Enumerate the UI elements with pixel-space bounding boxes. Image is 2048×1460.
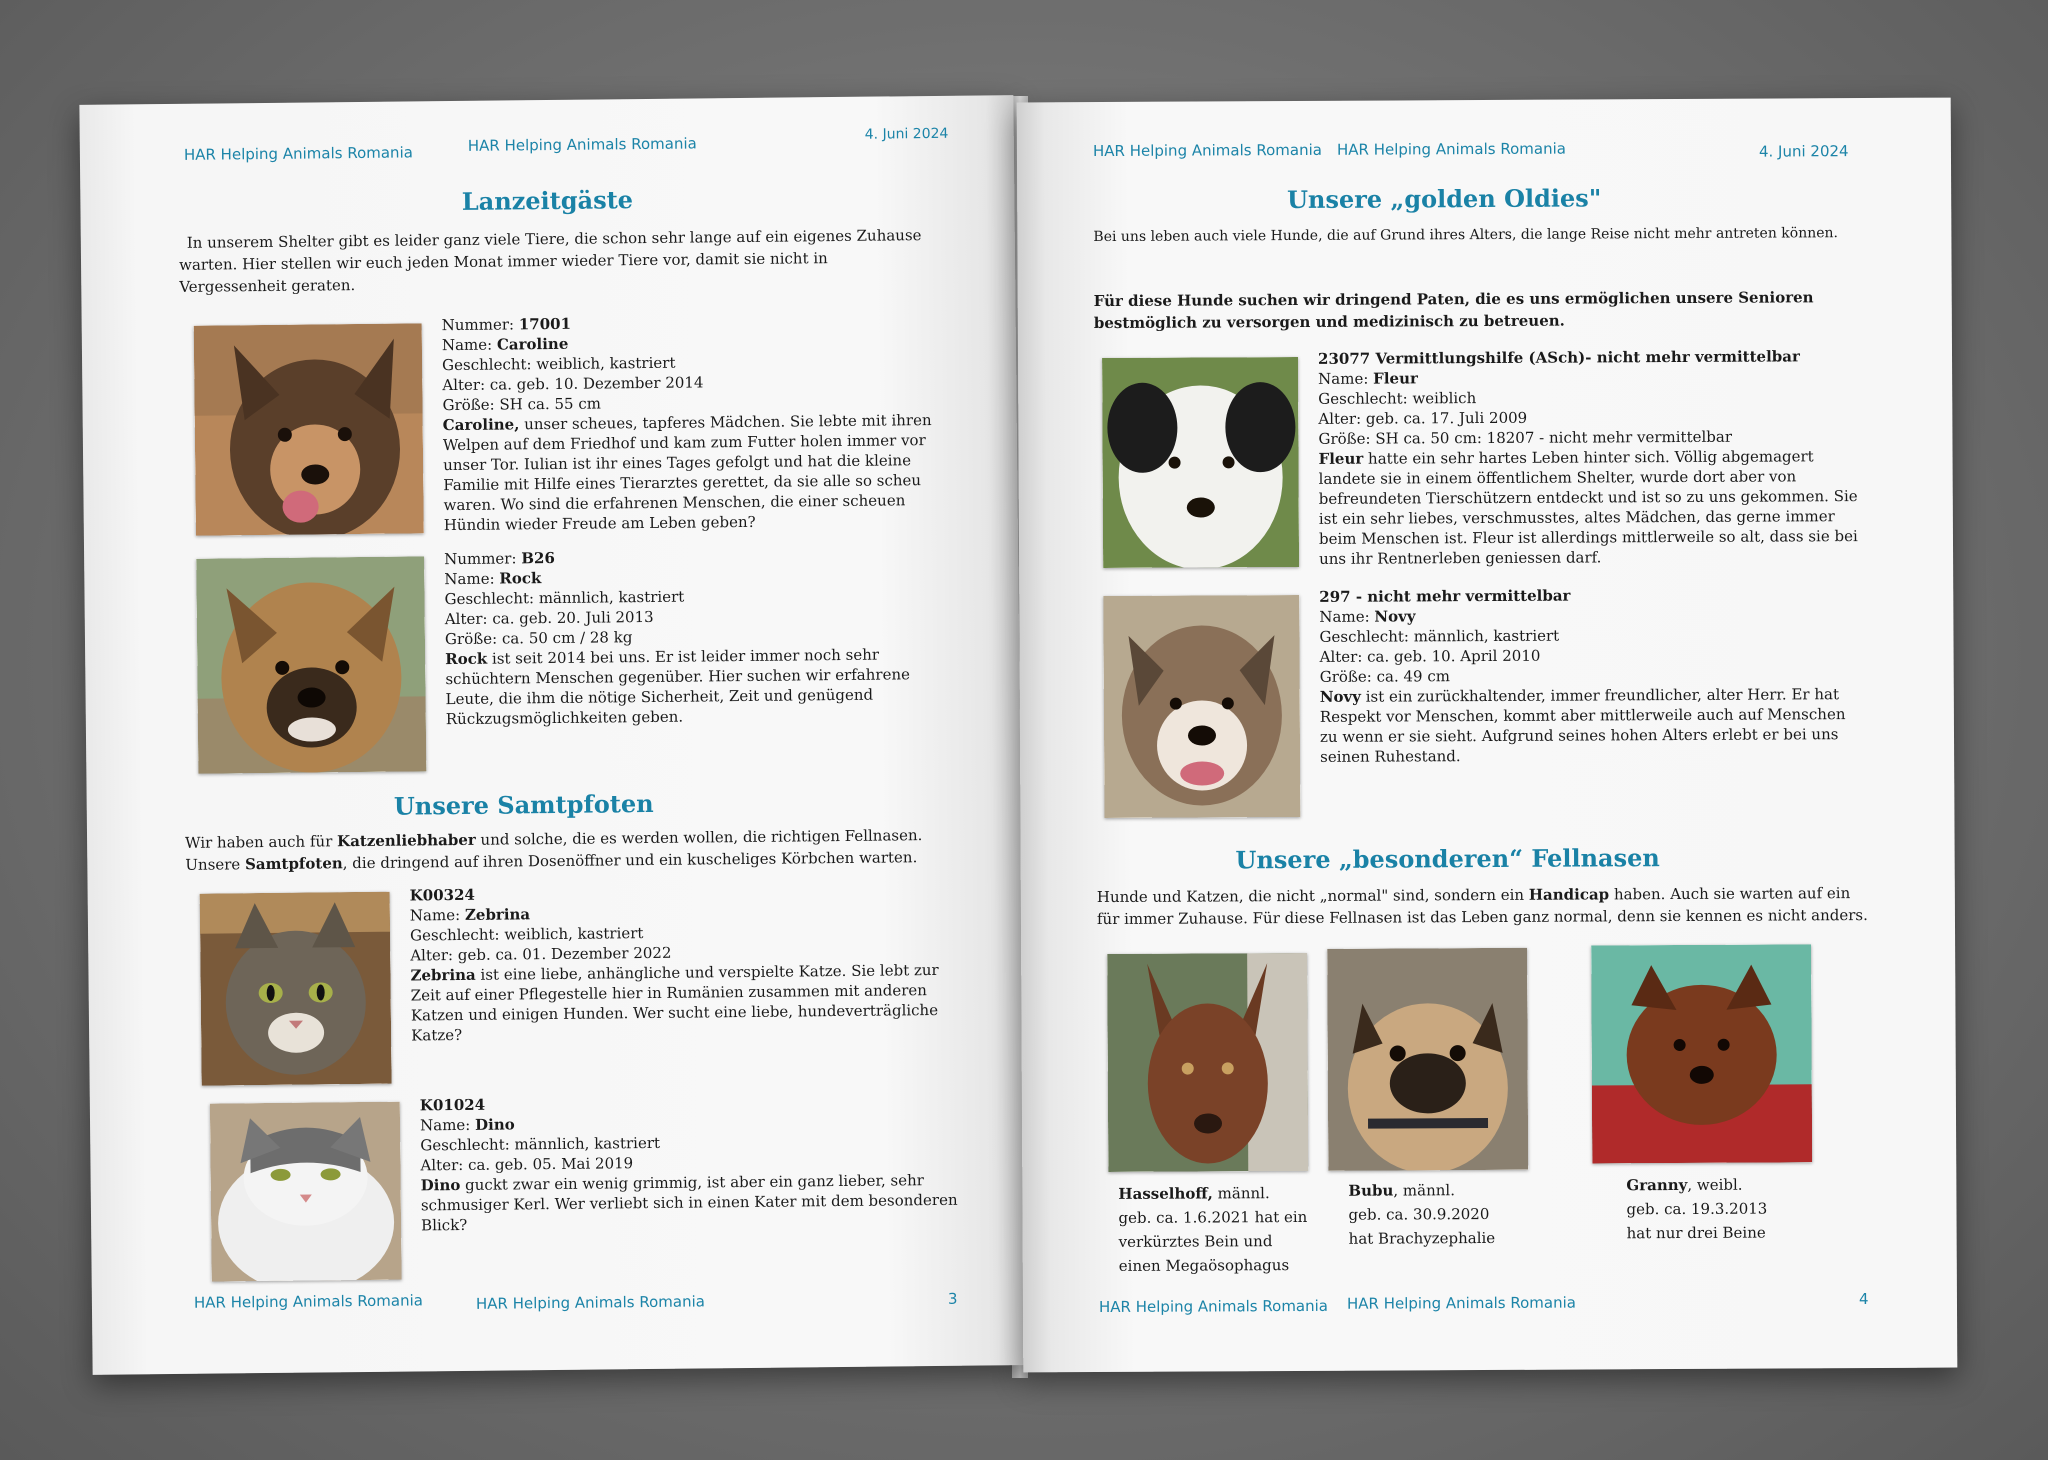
animal-description: ist seit 2014 bei uns. Er ist leider immer noch sehr schüchtern Menschen gegenüber. Hier suchen wir erfahrene Leute, die ihm die nötige Sicherheit, Zeit und genügend Rückzugsmöglichkeiten geben. xyxy=(445,645,911,729)
photo-fleur xyxy=(1102,357,1299,568)
section-intro: In unserem Shelter gibt es leider ganz viele Tiere, die schon sehr lange auf ein eigenes Zuhause warten. Hier stellen wir euch jeden Monat immer wieder Tiere vor, damit sie nicht in Vergessenheit geraten. xyxy=(178,226,922,296)
animal-name: Rock xyxy=(499,569,542,588)
photo-dino xyxy=(210,1102,402,1282)
header-brand-2: HAR Helping Animals Romania xyxy=(467,134,697,155)
animal-number: K01024 xyxy=(419,1095,486,1115)
photo-novy xyxy=(1103,595,1300,818)
animal-name: Fleur xyxy=(1373,369,1418,388)
animal-size: Größe: SH ca. 55 cm xyxy=(442,394,602,415)
animal-size: Größe: ca. 49 cm xyxy=(1319,667,1451,686)
section-title-besonderen: Unsere „besonderen“ Fellnasen xyxy=(1235,843,1660,875)
desc-name: Fleur xyxy=(1318,449,1364,468)
photo-bubu xyxy=(1327,948,1528,1171)
name-label: Name: xyxy=(1318,369,1369,388)
animal-size: Größe: SH ca. 50 cm: 18207 - nicht mehr vermittelbar xyxy=(1318,427,1733,448)
animal-sex: Geschlecht: weiblich, kastriert xyxy=(442,353,676,375)
entry-rock xyxy=(444,544,946,729)
entry-dino xyxy=(420,1090,961,1236)
animal-age: Alter: ca. geb. 20. Juli 2013 xyxy=(444,607,654,629)
caption-bubu: Bubu, männl. geb. ca. 30.9.2020 hat Brachyzephalie xyxy=(1348,1181,1496,1248)
footer-brand-2: HAR Helping Animals Romania xyxy=(475,1292,706,1313)
page-left xyxy=(79,95,1026,1375)
animal-number: K00324 xyxy=(409,885,475,905)
animal-sex: Geschlecht: weiblich, kastriert xyxy=(409,924,644,945)
section-intro-handicap: Hunde und Katzen, die nicht „normal" sind, sondern ein Handicap haben. Auch sie warten auf ein für immer Zuhause. Für diese Fellnasen ist das Leben ganz normal, denn sie kennen es nicht anders. xyxy=(1096,884,1868,929)
animal-name: Novy xyxy=(1374,607,1416,626)
section-intro-cats: Wir haben auch für Katzenliebhaber und solche, die es werden wollen, die richtigen Fellnasen. Unsere Samtpfoten, die dringend auf ihren Dosenöffner und ein kuscheliges Körbchen warten. xyxy=(185,826,923,874)
animal-size: Größe: ca. 50 cm / 28 kg xyxy=(444,628,633,649)
footer-brand-2: HAR Helping Animals Romania xyxy=(1346,1293,1577,1313)
section-intro-bold: Für diese Hunde suchen wir dringend Paten, die es uns ermöglichen unsere Senioren bestmöglich zu versorgen und medizinisch zu betreuen. xyxy=(1093,288,1814,333)
animal-name: Zebrina xyxy=(464,905,531,924)
number-label: Nummer: xyxy=(441,315,515,335)
name-label: Name: xyxy=(409,905,461,925)
animal-sex: Geschlecht: männlich, kastriert xyxy=(1319,626,1560,646)
animal-headline: 23077 Vermittlungshilfe (ASch)- nicht mehr vermittelbar xyxy=(1317,347,1800,368)
desc-name: Dino xyxy=(420,1175,461,1195)
name-label: Name: xyxy=(1319,607,1370,626)
animal-name: Caroline xyxy=(496,334,569,354)
footer-page-number: 4 xyxy=(1858,1290,1869,1309)
name-label: Name: xyxy=(444,569,495,589)
section-title-samtpfoten: Unsere Samtpfoten xyxy=(393,788,654,821)
animal-sex: Geschlecht: weiblich xyxy=(1318,389,1477,408)
header-date: 4. Juni 2024 xyxy=(1758,142,1849,161)
section-title-golden-oldies: Unsere „golden Oldies" xyxy=(1287,183,1602,215)
photo-granny xyxy=(1591,944,1812,1163)
header-date: 4. Juni 2024 xyxy=(864,125,949,143)
caption-hasselhoff: Hasselhoff, männl. geb. ca. 1.6.2021 hat ein verkürztes Bein und einen Megaösophagus xyxy=(1118,1184,1308,1275)
animal-sex: Geschlecht: männlich, kastriert xyxy=(420,1133,661,1155)
name-label: Name: xyxy=(441,335,493,355)
footer-page-number: 3 xyxy=(947,1289,958,1308)
section-title-langzeitgaeste: Lanzeitgäste xyxy=(461,185,634,216)
animal-description: guckt zwar ein wenig grimmig, ist aber ein ganz lieber, sehr schmusiger Kerl. Wer verliebt sich in einen Kater mit dem besonderen Blick? xyxy=(420,1171,958,1235)
animal-description: hatte ein sehr hartes Leben hinter sich. Völlig abgemagert landete sie in einem öffentlichem Shelter, wurde dort aber von befreundeten Tierschützern entdeckt und ist so zu uns gekommen. Sie ist ein sehr liebes, verschmusstes, altes Mädchen, das gerne immer beim Menschen ist. Fleur ist allerdings mittlerweile so alt, dass sie bei uns ihr Rentnerleben geniessen darf. xyxy=(1318,447,1858,568)
animal-description: ist ein zurückhaltender, immer freundlicher, alter Herr. Er hat Respekt vor Menschen, kommt aber mittlerweile auch auf Menschen zu wenn er sie sieht. Aufgrund seines hohen Alters erlebt er bei uns seinen Ruhestand. xyxy=(1319,685,1846,766)
entry-fleur xyxy=(1318,346,1859,569)
desc-name: Rock xyxy=(445,649,488,669)
desc-name: Zebrina xyxy=(410,965,476,985)
photo-rock xyxy=(196,556,426,773)
animal-number: B26 xyxy=(521,548,555,568)
section-intro: Bei uns leben auch viele Hunde, die auf Grund ihres Alters, die lange Reise nicht mehr antreten können. xyxy=(1093,225,1839,246)
animal-age: Alter: ca. geb. 10. April 2010 xyxy=(1319,646,1541,666)
header-brand-2: HAR Helping Animals Romania xyxy=(1336,139,1566,159)
header-brand-1: HAR Helping Animals Romania xyxy=(1092,140,1322,161)
footer-brand-1: HAR Helping Animals Romania xyxy=(193,1291,423,1312)
photo-zebrina xyxy=(200,892,392,1086)
desc-name: Novy xyxy=(1319,687,1362,706)
desc-name: Caroline, xyxy=(442,415,520,435)
animal-age: Alter: ca. geb. 10. Dezember 2014 xyxy=(442,373,704,395)
animal-age: Alter: geb. ca. 01. Dezember 2022 xyxy=(410,943,672,965)
animal-description: unser scheues, tapferes Mädchen. Sie lebte mit ihren Welpen auf dem Friedhof und kam zum Futter holen immer vor unser Tor. Iulian ist ihr eines Tages gefolgt und hat die kleine Familie mit Hilfe eines Tierarztes gerettet, da sie alle so scheu waren. Wo sind die erfahrenen Menschen, die einer scheuen Hündin wieder Freude am Leben geben? xyxy=(442,411,932,535)
animal-name: Dino xyxy=(474,1115,515,1134)
footer-brand-1: HAR Helping Animals Romania xyxy=(1098,1296,1329,1317)
entry-novy xyxy=(1319,584,1860,767)
photo-caroline xyxy=(194,323,424,535)
animal-age: Alter: geb. ca. 17. Juli 2009 xyxy=(1318,408,1528,428)
photo-hasselhoff xyxy=(1107,953,1308,1172)
entry-caroline xyxy=(442,310,944,535)
animal-age: Alter: ca. geb. 05. Mai 2019 xyxy=(420,1154,634,1175)
animal-sex: Geschlecht: männlich, kastriert xyxy=(444,587,685,609)
number-label: Nummer: xyxy=(444,549,517,569)
entry-zebrina xyxy=(410,880,952,1046)
caption-granny: Granny, weibl. geb. ca. 19.3.2013 hat nur drei Beine xyxy=(1626,1175,1768,1243)
header-brand-1: HAR Helping Animals Romania xyxy=(183,143,413,164)
animal-description: ist eine liebe, anhängliche und verspielte Katze. Sie lebt zur Zeit auf einer Pflegestelle hier in Rumänien zusammen mit anderen Katzen und einigen Hunden. Wer sucht eine liebe, hundeverträgliche Katze? xyxy=(410,960,939,1045)
animal-number: 17001 xyxy=(518,314,572,334)
name-label: Name: xyxy=(419,1115,471,1135)
page-right xyxy=(1017,98,1958,1373)
animal-headline: 297 - nicht mehr vermittelbar xyxy=(1319,586,1571,606)
